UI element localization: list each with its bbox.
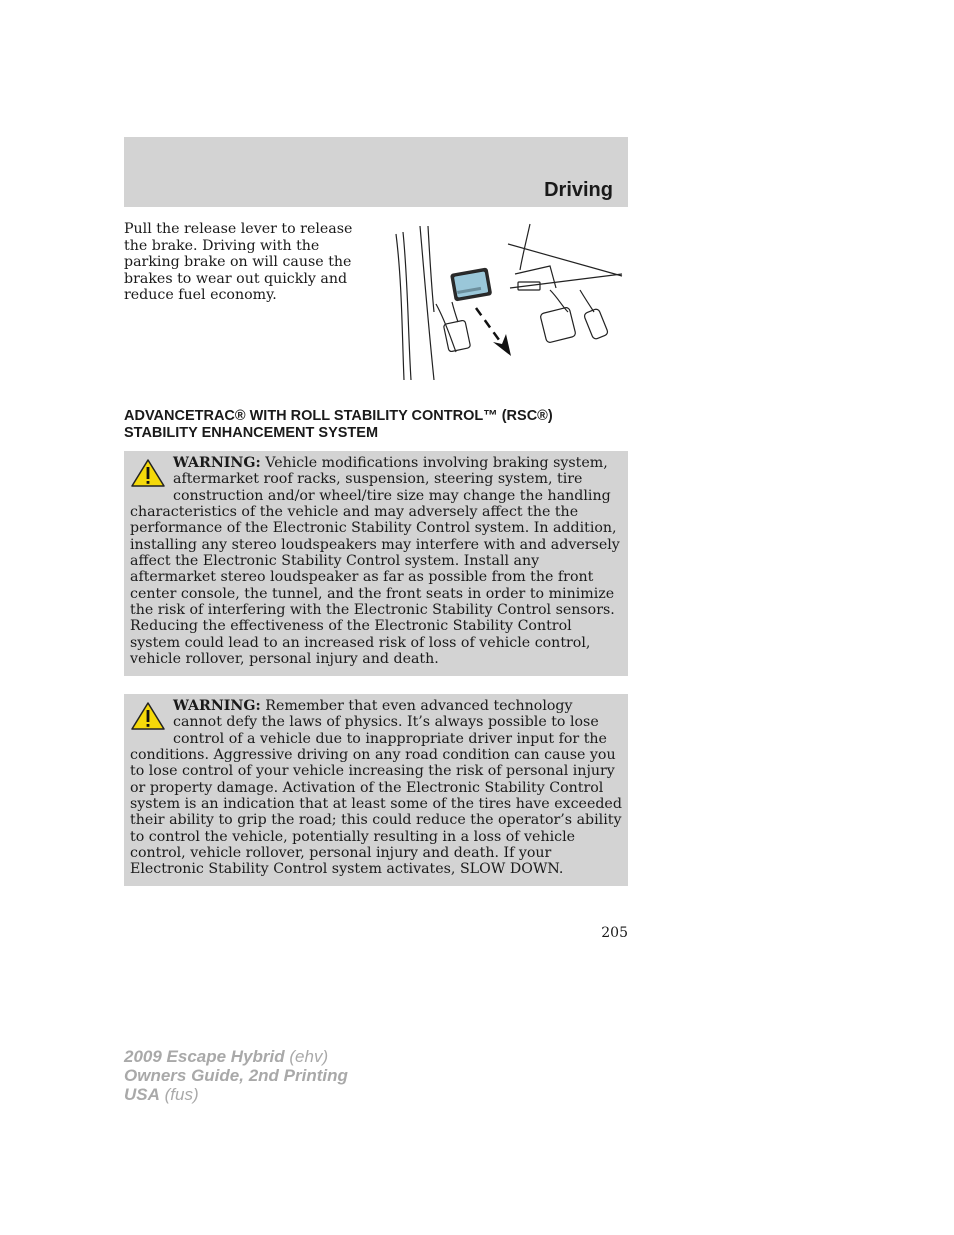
warning-label: WARNING: bbox=[173, 455, 261, 471]
warning-box-vehicle-modifications bbox=[124, 451, 628, 676]
section-header-band bbox=[124, 137, 628, 207]
footer-line-1: 2009 Escape Hybrid (ehv) bbox=[124, 1047, 329, 1066]
footer-line-3: USA (fus) bbox=[124, 1085, 199, 1104]
parking-brake-release-illustration-icon bbox=[390, 222, 628, 384]
advancetrac-heading bbox=[124, 408, 634, 441]
warning-label: WARNING: bbox=[173, 698, 261, 714]
footer-line-2: Owners Guide, 2nd Printing bbox=[124, 1066, 348, 1085]
warning-triangle-icon bbox=[130, 458, 166, 488]
warning-box-laws-of-physics bbox=[124, 694, 628, 886]
advancetrac-heading-line1: ADVANCETRAC® WITH ROLL STABILITY CONTROL™ (RSC®) bbox=[124, 408, 553, 424]
warning-text: Remember that even advanced technology cannot defy the laws of physics. It’s always possible to lose control of a vehicle due to inappropriate driver input for the conditions. Aggressive driving on any road condition can cause you to lose control of your vehicle increasing the risk of personal injury or property damage. Activation of the Electronic Stability Control system is an indication that at least some of the tires have exceeded their ability to grip the road; this could reduce the operator’s ability to control the vehicle, potentially resulting in a loss of vehicle control, vehicle rollover, personal injury and death. If your Electronic Stability Control system activates, SLOW DOWN. bbox=[130, 698, 622, 878]
warning-triangle-icon bbox=[130, 701, 166, 731]
warning-text: Vehicle modifications involving braking system, aftermarket roof racks, suspension, steering system, tire construction and/or wheel/tire size may change the handling characteristics of the vehicle and may adversely affect the the performance of the Electronic Stability Control system. In addition, installing any stereo loudspeakers may interfere with and adversely affect the Electronic Stability Control system. Install any aftermarket stereo loudspeaker as far as possible from the front center console, the tunnel, and the front seats in order to minimize the risk of interfering with the Electronic Stability Control sensors. Reducing the effectiveness of the Electronic Stability Control system could lead to an increased risk of loss of vehicle control, vehicle rollover, personal injury and death. bbox=[130, 455, 620, 668]
document-footer bbox=[124, 1047, 348, 1104]
parking-brake-release-text: Pull the release lever to release the brake. Driving with the parking brake on will cause the brakes to wear out quickly and reduce fuel economy. bbox=[124, 221, 353, 303]
page-number: 205 bbox=[601, 925, 628, 941]
section-title: Driving bbox=[544, 179, 613, 201]
advancetrac-heading-line2: STABILITY ENHANCEMENT SYSTEM bbox=[124, 424, 379, 441]
